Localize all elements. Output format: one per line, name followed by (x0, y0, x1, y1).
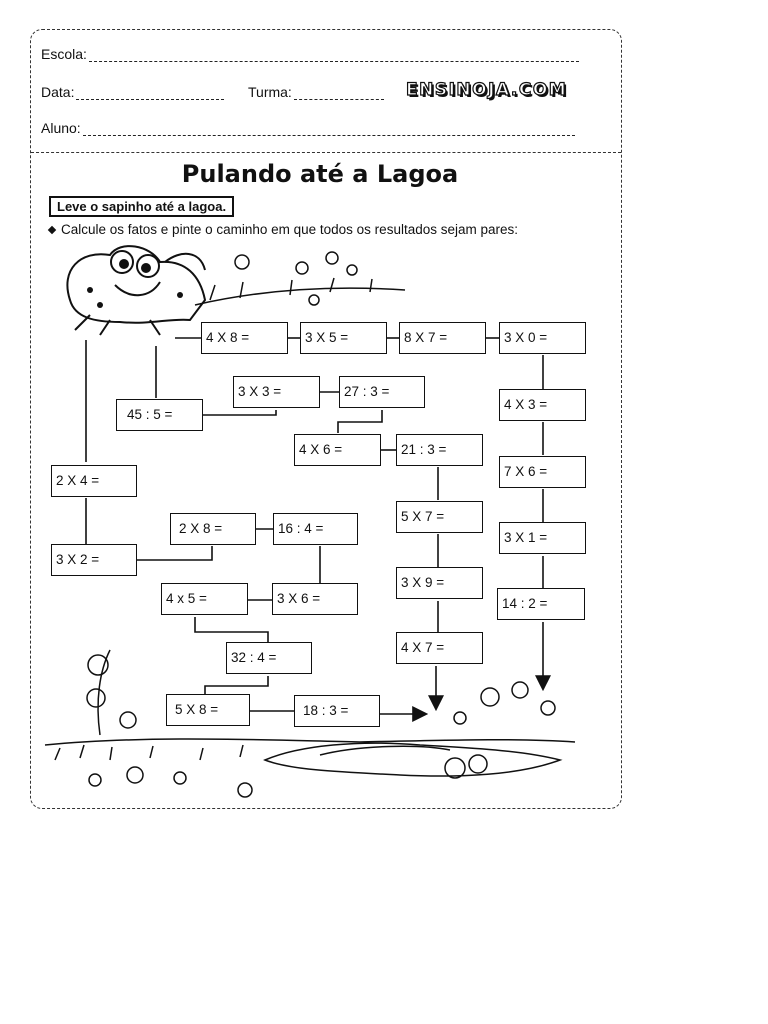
class-label: Turma: (248, 84, 292, 100)
math-box-3x6[interactable]: 3 X 6 = (272, 583, 358, 615)
math-box-3x2[interactable]: 3 X 2 = (51, 544, 137, 576)
math-box-2x4[interactable]: 2 X 4 = (51, 465, 137, 497)
math-box-4x7[interactable]: 4 X 7 = (396, 632, 483, 664)
frog-illustration (67, 246, 205, 335)
math-box-3x5[interactable]: 3 X 5 = (300, 322, 387, 354)
math-box-3x9[interactable]: 3 X 9 = (396, 567, 483, 599)
task-text: Calcule os fatos e pinte o caminho em que todos os resultados sejam pares: (61, 222, 519, 237)
date-label: Data: (41, 84, 75, 100)
top-flowers-illustration (195, 252, 405, 305)
math-box-5x7[interactable]: 5 X 7 = (396, 501, 483, 533)
math-box-18div3[interactable]: 18 : 3 = (294, 695, 380, 727)
math-box-32div4[interactable]: 32 : 4 = (226, 642, 312, 674)
math-box-4x5[interactable]: 4 x 5 = (161, 583, 248, 615)
instruction-box: Leve o sapinho até a lagoa. (49, 196, 234, 217)
math-box-2x8[interactable]: 2 X 8 = (170, 513, 256, 545)
student-label: Aluno: (41, 120, 81, 136)
brand-logo: ENSINOJA.COM (406, 80, 568, 100)
school-label: Escola: (41, 46, 87, 62)
math-box-4x3[interactable]: 4 X 3 = (499, 389, 586, 421)
math-box-16div4[interactable]: 16 : 4 = (273, 513, 358, 545)
math-box-27div3[interactable]: 27 : 3 = (339, 376, 425, 408)
math-box-45div5[interactable]: 45 : 5 = (116, 399, 203, 431)
math-box-5x8[interactable]: 5 X 8 = (166, 694, 250, 726)
math-box-3x3[interactable]: 3 X 3 = (233, 376, 320, 408)
math-box-3x0[interactable]: 3 X 0 = (499, 322, 586, 354)
math-box-8x7[interactable]: 8 X 7 = (399, 322, 486, 354)
page-title: Pulando até a Lagoa (181, 160, 459, 188)
math-box-21div3[interactable]: 21 : 3 = (396, 434, 483, 466)
math-box-14div2[interactable]: 14 : 2 = (497, 588, 585, 620)
math-box-3x1[interactable]: 3 X 1 = (499, 522, 586, 554)
math-box-4x6[interactable]: 4 X 6 = (294, 434, 381, 466)
math-box-4x8[interactable]: 4 X 8 = (201, 322, 288, 354)
math-box-7x6[interactable]: 7 X 6 = (499, 456, 586, 488)
